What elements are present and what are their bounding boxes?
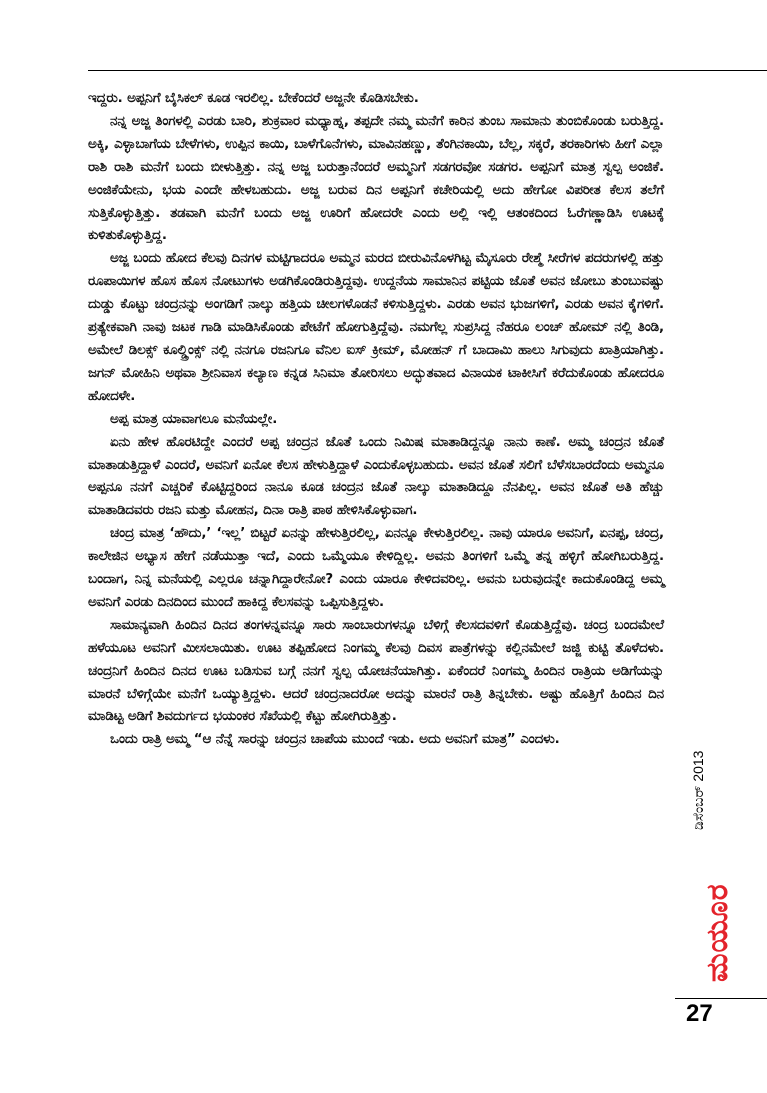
paragraph-7: ಸಾಮಾನ್ಯವಾಗಿ ಹಿಂದಿನ ದಿನದ ತಂಗಳನ್ನವನ್ನೂ ಸಾರು ಸಾಂಬಾರುಗಳನ್ನೂ ಬೆಳಿಗ್ಗೆ ಕೆಲಸದವಳಿಗೆ ಕೊಡುತ್ತಿದ್ದೆವು. ಚಂದ್ರ ಬಂದಮೇಲೆ ಹಳೆಯೂಟ ಅವನಿಗೆ ಮೀಸಲಾಯಿತು. ಊಟ ತಪ್ಪಿಹೋದ ನಿಂಗಮ್ಮ ಕೆಲವು ದಿವಸ ಪಾತ್ರೆಗಳನ್ನು ಕಲ್ಲಿನಮೇಲೆ ಜಜ್ಜಿ ಕುಟ್ಟಿ ತೊಳೆದಳು. ಚಂದ್ರನಿಗೆ ಹಿಂದಿನ ದಿನದ ಊಟ ಬಡಿಸುವ ಬಗ್ಗೆ ನನಗೆ ಸ್ವಲ್ಪ ಯೋಚನೆಯಾಗಿತ್ತು. ಏಕೆಂದರೆ ನಿಂಗಮ್ಮ ಹಿಂದಿನ ರಾತ್ರಿಯ ಅಡಿಗೆಯನ್ನು ಮಾರನೆ ಬೆಳಿಗ್ಗೆಯೇ ಮನೆಗೆ ಒಯ್ಯುತ್ತಿದ್ದಳು. ಆದರೆ ಚಂದ್ರನಾದರೋ ಅದನ್ನು ಮಾರನೆ ರಾತ್ರಿ ತಿನ್ನಬೇಕು. ಅಷ್ಟು ಹೊತ್ತಿಗೆ ಹಿಂದಿನ ದಿನ ಮಾಡಿಟ್ಟ ಅಡಿಗೆ ಶಿವದುರ್ಗದ ಭಯಂಕರ ಸೆಖೆಯಲ್ಲಿ ಕೆಟ್ಟು ಹೋಗಿರುತ್ತಿತ್ತು. <box>88 617 664 725</box>
issue-date: ಡಿಸೆಂಬರ್ 2013 <box>690 750 706 830</box>
paragraph-8: ಒಂದು ರಾತ್ರಿ ಅಮ್ಮ “ಆ ನೆನ್ನೆ ಸಾರನ್ನು ಚಂದ್ರನ ಚಾಪೆಯ ಮುಂದೆ ಇಡು. ಅದು ಅವನಿಗೆ ಮಾತ್ರ” ಎಂದಳು. <box>110 732 560 748</box>
top-rule <box>88 70 767 71</box>
paragraph-1: ಇದ್ದರು. ಅಪ್ಪನಿಗೆ ಬೈಸಿಕಲ್ ಕೂಡ ಇರಲಿಲ್ಲ. ಬೇಕೆಂದರೆ ಅಜ್ಜನೇ ಕೊಡಿಸಬೇಕು. <box>88 91 419 106</box>
paragraph-4: ಅಪ್ಪ ಮಾತ್ರ ಯಾವಾಗಲೂ ಮನೆಯಲ್ಲೇ. <box>110 411 278 427</box>
paragraph-3: ಅಜ್ಜ ಬಂದು ಹೋದ ಕೆಲವು ದಿನಗಳ ಮಟ್ಟಿಗಾದರೂ ಅಮ್ಮನ ಮರದ ಬೀರುವಿನೊಳಗಿಟ್ಟ ಮೈಸೂರು ರೇಶ್ಮೆ ಸೀರೆಗಳ ಪದರುಗಳಲ್ಲಿ ಹತ್ತು ರೂಪಾಯಿಗಳ ಹೊಸ ಹೊಸ ನೋಟುಗಳು ಅಡಗಿಕೊಂಡಿರುತ್ತಿದ್ದವು. ಉದ್ದನೆಯ ಸಾಮಾನಿನ ಪಟ್ಟಿಯ ಜೊತೆ ಅವನ ಜೋಬು ತುಂಬುವಷ್ಟು ದುಡ್ಡು ಕೊಟ್ಟು ಚಂದ್ರನನ್ನು ಅಂಗಡಿಗೆ ನಾಲ್ಕು ಹತ್ತಿಯ ಚೀಲಗಳೊಡನೆ ಕಳಿಸುತ್ತಿದ್ದಳು. ಎರಡು ಅವನ ಭುಜಗಳಿಗೆ, ಎರಡು ಅವನ ಕೈಗಳಿಗೆ. ಪ್ರತ್ಯೇಕವಾಗಿ ನಾವು ಜಟಕ ಗಾಡಿ ಮಾಡಿಸಿಕೊಂಡು ಪೇಟೆಗೆ ಹೋಗುತ್ತಿದ್ದೆವು. ನಮಗೆಲ್ಲ ಸುಪ್ರಸಿದ್ದ ನೆಹರೂ ಲಂಚ್ ಹೋಮ್ ನಲ್ಲಿ ತಿಂಡಿ, ಅಮೇಲೆ ಡಿಲಕ್ಸ್ ಕೂಲ್ಡ್ರಿಂಕ್ಸ್ ನಲ್ಲಿ ನನಗೂ ರಜನಿಗೂ ವೆನಿಲ ಐಸ್ ಕ್ರೀಮ್, ಮೋಹನ್ ಗೆ ಬಾದಾಮಿ ಹಾಲು ಸಿಗುವುದು ಖಾತ್ರಿಯಾಗಿತ್ತು. ಜಗನ್ ಮೋಹಿನಿ ಅಥವಾ ಶ್ರೀನಿವಾಸ ಕಲ್ಯಾಣ ಕನ್ನಡ ಸಿನಿಮಾ ತೋರಿಸಲು ಅದ್ಭುತವಾದ ವಿನಾಯಕ ಟಾಕೀಸಿಗೆ ಕರೆದುಕೊಂಡು ಹೋದರೂ ಹೋದಳೇ. <box>88 251 664 404</box>
page-number-rule <box>675 998 767 999</box>
page-number: 27 <box>686 1000 713 1027</box>
paragraph-2: ನನ್ನ ಅಜ್ಜ ತಿಂಗಳಲ್ಲಿ ಎರಡು ಬಾರಿ, ಶುಕ್ರವಾರ ಮಧ್ಯಾಹ್ನ, ತಪ್ಪದೇ ನಮ್ಮ ಮನೆಗೆ ಕಾರಿನ ತುಂಬ ಸಾಮಾನು ತುಂಬಿಕೊಂಡು ಬರುತ್ತಿದ್ದ. ಅಕ್ಕಿ, ಎಳ್ಳಾಬಾಗೆಯ ಬೇಳೆಗಳು, ಉಪ್ಪಿನ ಕಾಯಿ, ಬಾಳೆಗೊನೆಗಳು, ಮಾವಿನಹಣ್ಣು, ತೆಂಗಿನಕಾಯಿ, ಬೆಲ್ಲ, ಸಕ್ಕರೆ, ತರಕಾರಿಗಳು ಹೀಗೆ ಎಲ್ಲಾ ರಾಶಿ ರಾಶಿ ಮನೆಗೆ ಬಂದು ಬೀಳುತ್ತಿತ್ತು. ನನ್ನ ಅಜ್ಜ ಬರುತ್ತಾನೆಂದರೆ ಅಮ್ಮನಿಗೆ ಸಡಗರವೋ ಸಡಗರ. ಅಪ್ಪನಿಗೆ ಮಾತ್ರ ಸ್ವಲ್ಪ ಅಂಜಿಕೆ. ಅಂಜಿಕೆಯೇನು, ಭಯ ಎಂದೇ ಹೇಳಬಹುದು. ಅಜ್ಜ ಬರುವ ದಿನ ಅಪ್ಪನಿಗೆ ಕಚೇರಿಯಲ್ಲಿ ಅದು ಹೇಗೋ ವಿಪರೀತ ಕೆಲಸ ತಲೆಗೆ ಸುತ್ತಿಕೊಳ್ಳುತ್ತಿತ್ತು. ತಡವಾಗಿ ಮನೆಗೆ ಬಂದು ಅಜ್ಜ ಊರಿಗೆ ಹೋದರೇ ಎಂದು ಅಲ್ಲಿ ಇಲ್ಲಿ ಆತಂಕದಿಂದ ಓರೆಗಣ್ಣಾಡಿಸಿ ಊಟಕ್ಕೆ ಕುಳಿತುಕೊಳ್ಳುತ್ತಿದ್ದ. <box>88 113 664 244</box>
paragraph-6: ಚಂದ್ರ ಮಾತ್ರ ‘ಹೌದು,’ ‘ಇಲ್ಲ’ ಬಿಟ್ಟರೆ ಏನನ್ನು ಹೇಳುತ್ತಿರಲಿಲ್ಲ, ಏನನ್ನೂ ಕೇಳುತ್ತಿರಲಿಲ್ಲ. ನಾವು ಯಾರೂ ಅವನಿಗೆ, ಏನಪ್ಪ, ಚಂದ್ರ, ಕಾಲೇಜಿನ ಅಭ್ಯಾಸ ಹೇಗೆ ನಡೆಯುತ್ತಾ ಇದೆ, ಎಂದು ಒಮ್ಮೆಯೂ ಕೇಳಿದ್ದಿಲ್ಲ. ಅವನು ತಿಂಗಳಿಗೆ ಒಮ್ಮೆ ತನ್ನ ಹಳ್ಳಿಗೆ ಹೋಗಿಬರುತ್ತಿದ್ದ. ಬಂದಾಗ, ನಿನ್ನ ಮನೆಯಲ್ಲಿ ಎಲ್ಲರೂ ಚನ್ನಾಗಿದ್ದಾರೇನೋ? ಎಂದು ಯಾರೂ ಕೇಳಿದವರಿಲ್ಲ. ಅವನು ಬರುವುದನ್ನೇ ಕಾದುಕೊಂಡಿದ್ದ ಅಮ್ಮ ಅವನಿಗೆ ಎರಡು ದಿನದಿಂದ ಮುಂದೆ ಹಾಕಿದ್ದ ಕೆಲಸವನ್ನು ಒಪ್ಪಿಸುತ್ತಿದ್ದಳು. <box>88 526 664 610</box>
paragraph-5: ಏನು ಹೇಳ ಹೊರಟಿದ್ದೇ ಎಂದರೆ ಅಪ್ಪ ಚಂದ್ರನ ಜೊತೆ ಒಂದು ನಿಮಿಷ ಮಾತಾಡಿದ್ದನ್ನೂ ನಾನು ಕಾಣೆ. ಅಮ್ಮ ಚಂದ್ರನ ಜೊತೆ ಮಾತಾಡುತ್ತಿದ್ದಾಳೆ ಎಂದರೆ, ಅವನಿಗೆ ಏನೋ ಕೆಲಸ ಹೇಳುತ್ತಿದ್ದಾಳೆ ಎಂದುಕೊಳ್ಳಬಹುದು. ಅವನ ಜೊತೆ ಸಲಿಗೆ ಬೆಳೆಸಬಾರದೆಂದು ಅಮ್ಮನೂ ಅಪ್ಪನೂ ನನಗೆ ಎಚ್ಚರಿಕೆ ಕೊಟ್ಟಿದ್ದರಿಂದ ನಾನೂ ಕೂಡ ಚಂದ್ರನ ಜೊತೆ ನಾಲ್ಕು ಮಾತಾಡಿದ್ದೂ ನೆನಪಿಲ್ಲ. ಅವನ ಜೊತೆ ಅತಿ ಹೆಚ್ಚು ಮಾತಾಡಿದವರು ರಜನಿ ಮತ್ತು ಮೋಹನ, ದಿನಾ ರಾತ್ರಿ ಪಾಠ ಹೇಳಿಸಿಕೊಳ್ಳುವಾಗ. <box>88 434 664 519</box>
article-body <box>88 88 664 752</box>
magazine-logo: ಮಯೂರ <box>700 883 735 982</box>
